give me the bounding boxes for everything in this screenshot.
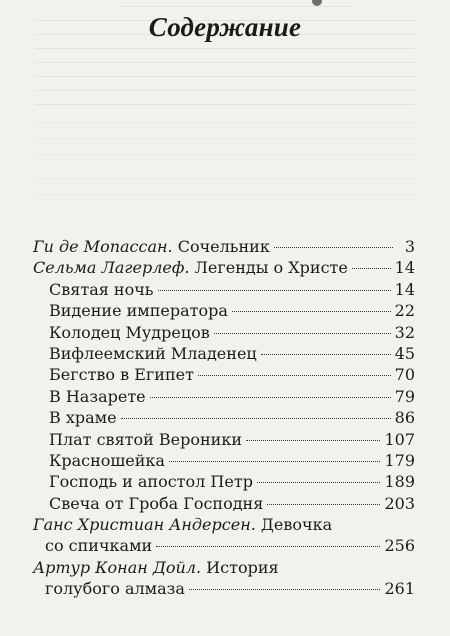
toc-entry[interactable] (33, 364, 415, 385)
toc-entry[interactable] (33, 343, 415, 364)
dot-leader (189, 589, 381, 590)
dot-leader (214, 333, 391, 334)
toc-entry[interactable] (33, 257, 415, 278)
toc-entry-page: 179 (384, 450, 415, 470)
dot-leader (158, 290, 391, 291)
toc-entry-title: В Назарете (49, 386, 146, 406)
toc-entry[interactable] (33, 450, 415, 471)
toc-entry-title: Вифлеемский Младенец (49, 343, 257, 363)
toc-entry[interactable] (33, 322, 415, 343)
toc-entry-title: Плат святой Вероники (49, 429, 242, 449)
page-title: Содержание (148, 12, 302, 42)
dot-leader (169, 461, 380, 462)
toc-entry-title: Бегство в Египет (49, 365, 194, 385)
dot-leader (261, 354, 391, 355)
toc-entry-author: Артур Конан Дойл. (33, 557, 202, 577)
toc-entry-title: Сочельник (177, 237, 270, 256)
dot-leader (267, 504, 380, 505)
toc-entry[interactable] (33, 300, 415, 321)
toc-entry[interactable] (33, 279, 415, 300)
toc-entry-title: Святая ночь (49, 279, 154, 299)
dot-leader (156, 546, 380, 547)
dot-leader (121, 418, 391, 419)
toc-entry-page: 70 (394, 365, 415, 385)
toc-entry[interactable] (33, 429, 415, 450)
toc-entry-page: 189 (384, 472, 415, 492)
toc-entry-continuation[interactable] (33, 578, 415, 599)
toc-entry-page: 203 (384, 493, 415, 513)
dot-leader (352, 268, 391, 269)
toc-entry-page: 32 (394, 322, 415, 342)
dot-leader (232, 311, 391, 312)
toc-entry-title: Легенды о Христе (194, 258, 348, 278)
toc-entry-title: В храме (49, 408, 117, 428)
toc-entry[interactable] (33, 557, 415, 578)
toc-entry-page: 14 (394, 258, 415, 278)
toc-entry-page: 22 (394, 301, 415, 321)
dot-leader (257, 482, 381, 483)
table-of-contents (33, 236, 415, 600)
toc-entry-title: Колодец Мудрецов (49, 322, 210, 342)
toc-entry-title: История (206, 557, 279, 577)
toc-entry-page: 14 (394, 279, 415, 299)
toc-entry-page: 3 (404, 237, 415, 256)
dot-leader (274, 247, 393, 248)
toc-entry-page: 45 (394, 343, 415, 363)
toc-entry-page: 79 (394, 386, 415, 406)
toc-entry[interactable] (33, 493, 415, 514)
toc-entry-title: Господь и апостол Петр (49, 472, 253, 492)
toc-entry-page: 86 (394, 408, 415, 428)
toc-entry[interactable] (33, 236, 415, 257)
toc-entry-page: 261 (384, 579, 415, 599)
toc-entry[interactable] (33, 407, 415, 428)
dot-leader (246, 440, 380, 441)
toc-entry-author: Ганс Христиан Андерсен. (33, 515, 256, 535)
dot-leader (198, 375, 391, 376)
toc-entry-title: Красношейка (49, 450, 165, 470)
page-ornament-icon (312, 0, 322, 6)
toc-entry-title: Девочка (260, 515, 333, 535)
dot-leader (150, 397, 391, 398)
toc-entry-page: 107 (384, 429, 415, 449)
toc-entry[interactable] (33, 514, 415, 535)
toc-entry[interactable] (33, 471, 415, 492)
toc-entry-title: Свеча от Гроба Господня (49, 493, 264, 513)
toc-entry-title: голубого алмаза (45, 579, 185, 599)
toc-entry-author: Сельма Лагерлеф. (33, 258, 190, 278)
toc-entry-continuation[interactable] (33, 535, 415, 556)
toc-entry-title: со спичками (45, 536, 153, 556)
toc-entry-author: Ги де Мопассан. (33, 237, 173, 256)
toc-entry-page: 256 (384, 536, 415, 556)
toc-entry[interactable] (33, 386, 415, 407)
toc-entry-title: Видение императора (49, 301, 228, 321)
